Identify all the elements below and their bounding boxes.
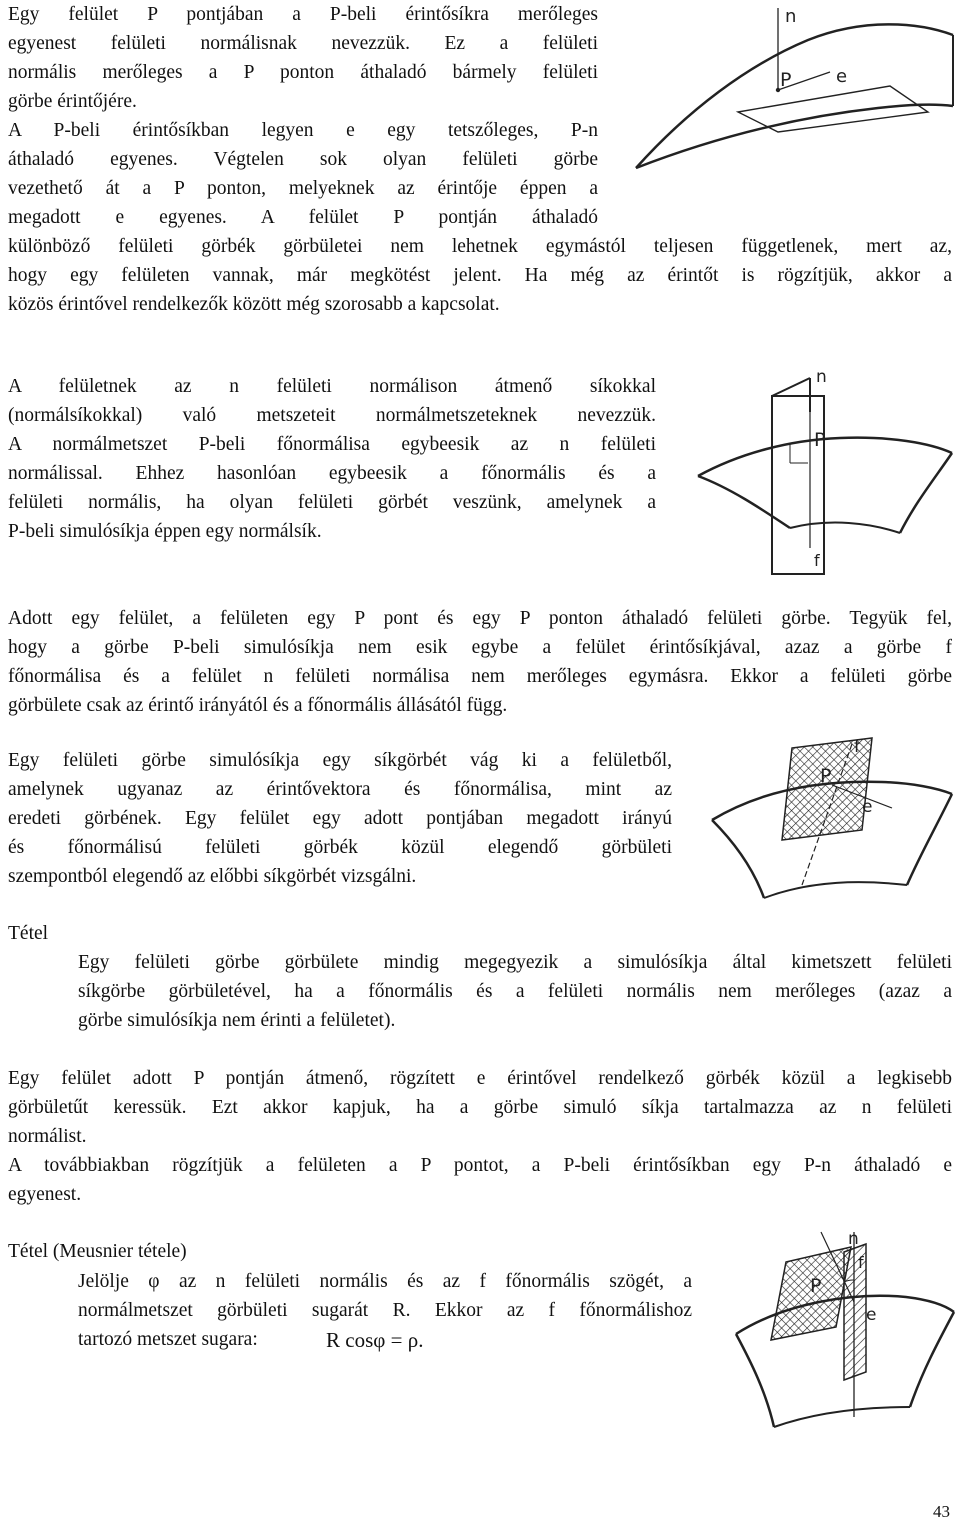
text-line: különböző felületi görbék görbületei nem lehetnek egymástól teljesen függetlenek, mert az, bbox=[8, 236, 952, 257]
text-line: eredeti görbének. Egy felület egy adott pontjában megadott irányú bbox=[8, 808, 672, 829]
text-line: Jelölje φ az n felületi normális és az f főnormális szögét, a bbox=[78, 1271, 692, 1292]
text-line: egyenest. bbox=[8, 1184, 82, 1205]
paragraph-normal-sections bbox=[8, 372, 656, 546]
text-line: görbe érintőjére. bbox=[8, 91, 137, 112]
label-f: f bbox=[858, 1253, 864, 1272]
label-n: n bbox=[848, 1229, 859, 1249]
figure-normal-section-drawing bbox=[690, 368, 958, 578]
label-n: n bbox=[816, 368, 827, 387]
theorem-heading: Tétel bbox=[8, 923, 49, 944]
paragraph-minimal-curvature bbox=[8, 1064, 952, 1209]
page-number: 43 bbox=[933, 1502, 950, 1521]
text-line: vezethető át a P ponton, melyeknek az érintője éppen a bbox=[8, 178, 598, 199]
label-e: e bbox=[862, 797, 873, 817]
text-line: szempontból elegendő az előbbi síkgörbét vizsgálni. bbox=[8, 866, 417, 887]
text-line: A P-beli érintősíkban legyen e egy tetszőleges, P-n bbox=[8, 120, 598, 141]
text-line: felületi normális, ha olyan felületi görbét veszünk, amelynek a bbox=[8, 492, 656, 513]
text-line: P-beli simulósíkja éppen egy normálsík. bbox=[8, 521, 322, 542]
label-P: P bbox=[780, 69, 792, 91]
text-line: síkgörbe görbületével, ha a főnormális és a felületi normális nem merőleges (azaz a bbox=[78, 981, 952, 1002]
text-line: normálist. bbox=[8, 1126, 87, 1147]
text-line: áthaladó egyenes. Végtelen sok olyan felületi görbe bbox=[8, 149, 598, 170]
figure-tangent-plane bbox=[628, 0, 958, 200]
text-line: Egy felületi görbe simulósíkja egy síkgörbét vág ki a felületből, bbox=[8, 750, 672, 771]
meusnier-heading: Tétel (Meusnier tétele) bbox=[8, 1241, 187, 1262]
paragraph-curvature-dependence bbox=[8, 604, 952, 720]
label-P: P bbox=[820, 765, 832, 787]
label-f: f bbox=[814, 551, 820, 570]
text-line: (normálsíkokkal) való metszeteit normálmetszeteknek nevezzük. bbox=[8, 405, 656, 426]
text-line: hogy egy felületen vannak, már megkötést jelent. Ha még az érintőt is rögzítjük, akkor a bbox=[8, 265, 952, 286]
label-P: P bbox=[810, 1275, 822, 1297]
figure-normal-section bbox=[690, 368, 958, 578]
figure-osculating-plane-drawing bbox=[702, 730, 956, 905]
text-line: normálmetszet görbületi sugarát R. Ekkor az f főnormálishoz bbox=[78, 1300, 692, 1321]
text-line: közös érintővel rendelkezők között még szorosabb a kapcsolat. bbox=[8, 294, 500, 315]
label-n: n bbox=[785, 6, 797, 27]
text-line: megadott e egyenes. A felület P pontján áthaladó bbox=[8, 207, 598, 228]
text-line: normálissal. Ehhez hasonlóan egybeesik a főnormális és a bbox=[8, 463, 656, 484]
paragraph-osculating-plane bbox=[8, 746, 672, 891]
text-line: görbületűt keressük. Ezt akkor kapjuk, ha a görbe simuló síkja tartalmazza az n felületi bbox=[8, 1097, 952, 1118]
label-e: e bbox=[866, 1305, 877, 1325]
meusnier-formula: R cosφ = ρ. bbox=[326, 1328, 424, 1352]
text-line: Egy felületi görbe görbülete mindig megegyezik a simulósíkja által kimetszett felületi bbox=[78, 952, 952, 973]
figure-meusnier bbox=[726, 1222, 958, 1430]
text-line: görbe simulósíkja nem érinti a felületet). bbox=[78, 1010, 396, 1031]
text-line: A felületnek az n felületi normálison átmenő síkokkal bbox=[8, 376, 656, 397]
text-line: egyenest felületi normálisnak nevezzük. Ez a felületi bbox=[8, 33, 598, 54]
text-line: Egy felület adott P pontján átmenő, rögzített e érintővel rendelkező görbék közül a legkisebb bbox=[8, 1068, 952, 1089]
text-line: görbülete csak az érintő irányától és a főnormális állásától függ. bbox=[8, 695, 508, 716]
paragraph-surface-normal-continued bbox=[8, 232, 952, 319]
text-line: főnormálisa és a felület n felületi normálisa nem merőleges egymásra. Ekkor a felületi görbe bbox=[8, 666, 952, 687]
text-line: tartozó metszet sugara: bbox=[78, 1329, 258, 1350]
text-line: Egy felület P pontjában a P-beli érintősíkra merőleges bbox=[8, 4, 598, 25]
figure-tangent-plane-drawing bbox=[628, 0, 958, 200]
label-P: P bbox=[814, 429, 826, 451]
text-line: Adott egy felület, a felületen egy P pont és egy P ponton áthaladó felületi görbe. Tegyük fel, bbox=[8, 608, 952, 629]
text-line: amelynek ugyanaz az érintővektora és főnormálisa, mint az bbox=[8, 779, 672, 800]
figure-meusnier-drawing bbox=[726, 1222, 958, 1430]
text-line: A normálmetszet P-beli főnormálisa egybeesik az n felületi bbox=[8, 434, 656, 455]
text-line: hogy a görbe P-beli simulósíkja nem esik egybe a felület érintősíkjával, azaz a görbe f bbox=[8, 637, 952, 658]
text-line: normális merőleges a P ponton áthaladó bármely felületi bbox=[8, 62, 598, 83]
text-line: és főnormálisú felületi görbék közül elegendő görbületi bbox=[8, 837, 672, 858]
label-f: f bbox=[854, 737, 860, 757]
label-e: e bbox=[836, 66, 848, 87]
text-line: A továbbiakban rögzítjük a felületen a P pontot, a P-beli érintősíkban egy P-n áthaladó e bbox=[8, 1155, 952, 1176]
paragraph-surface-normal bbox=[8, 0, 598, 232]
figure-osculating-plane bbox=[702, 730, 956, 905]
theorem-body bbox=[78, 948, 952, 1035]
